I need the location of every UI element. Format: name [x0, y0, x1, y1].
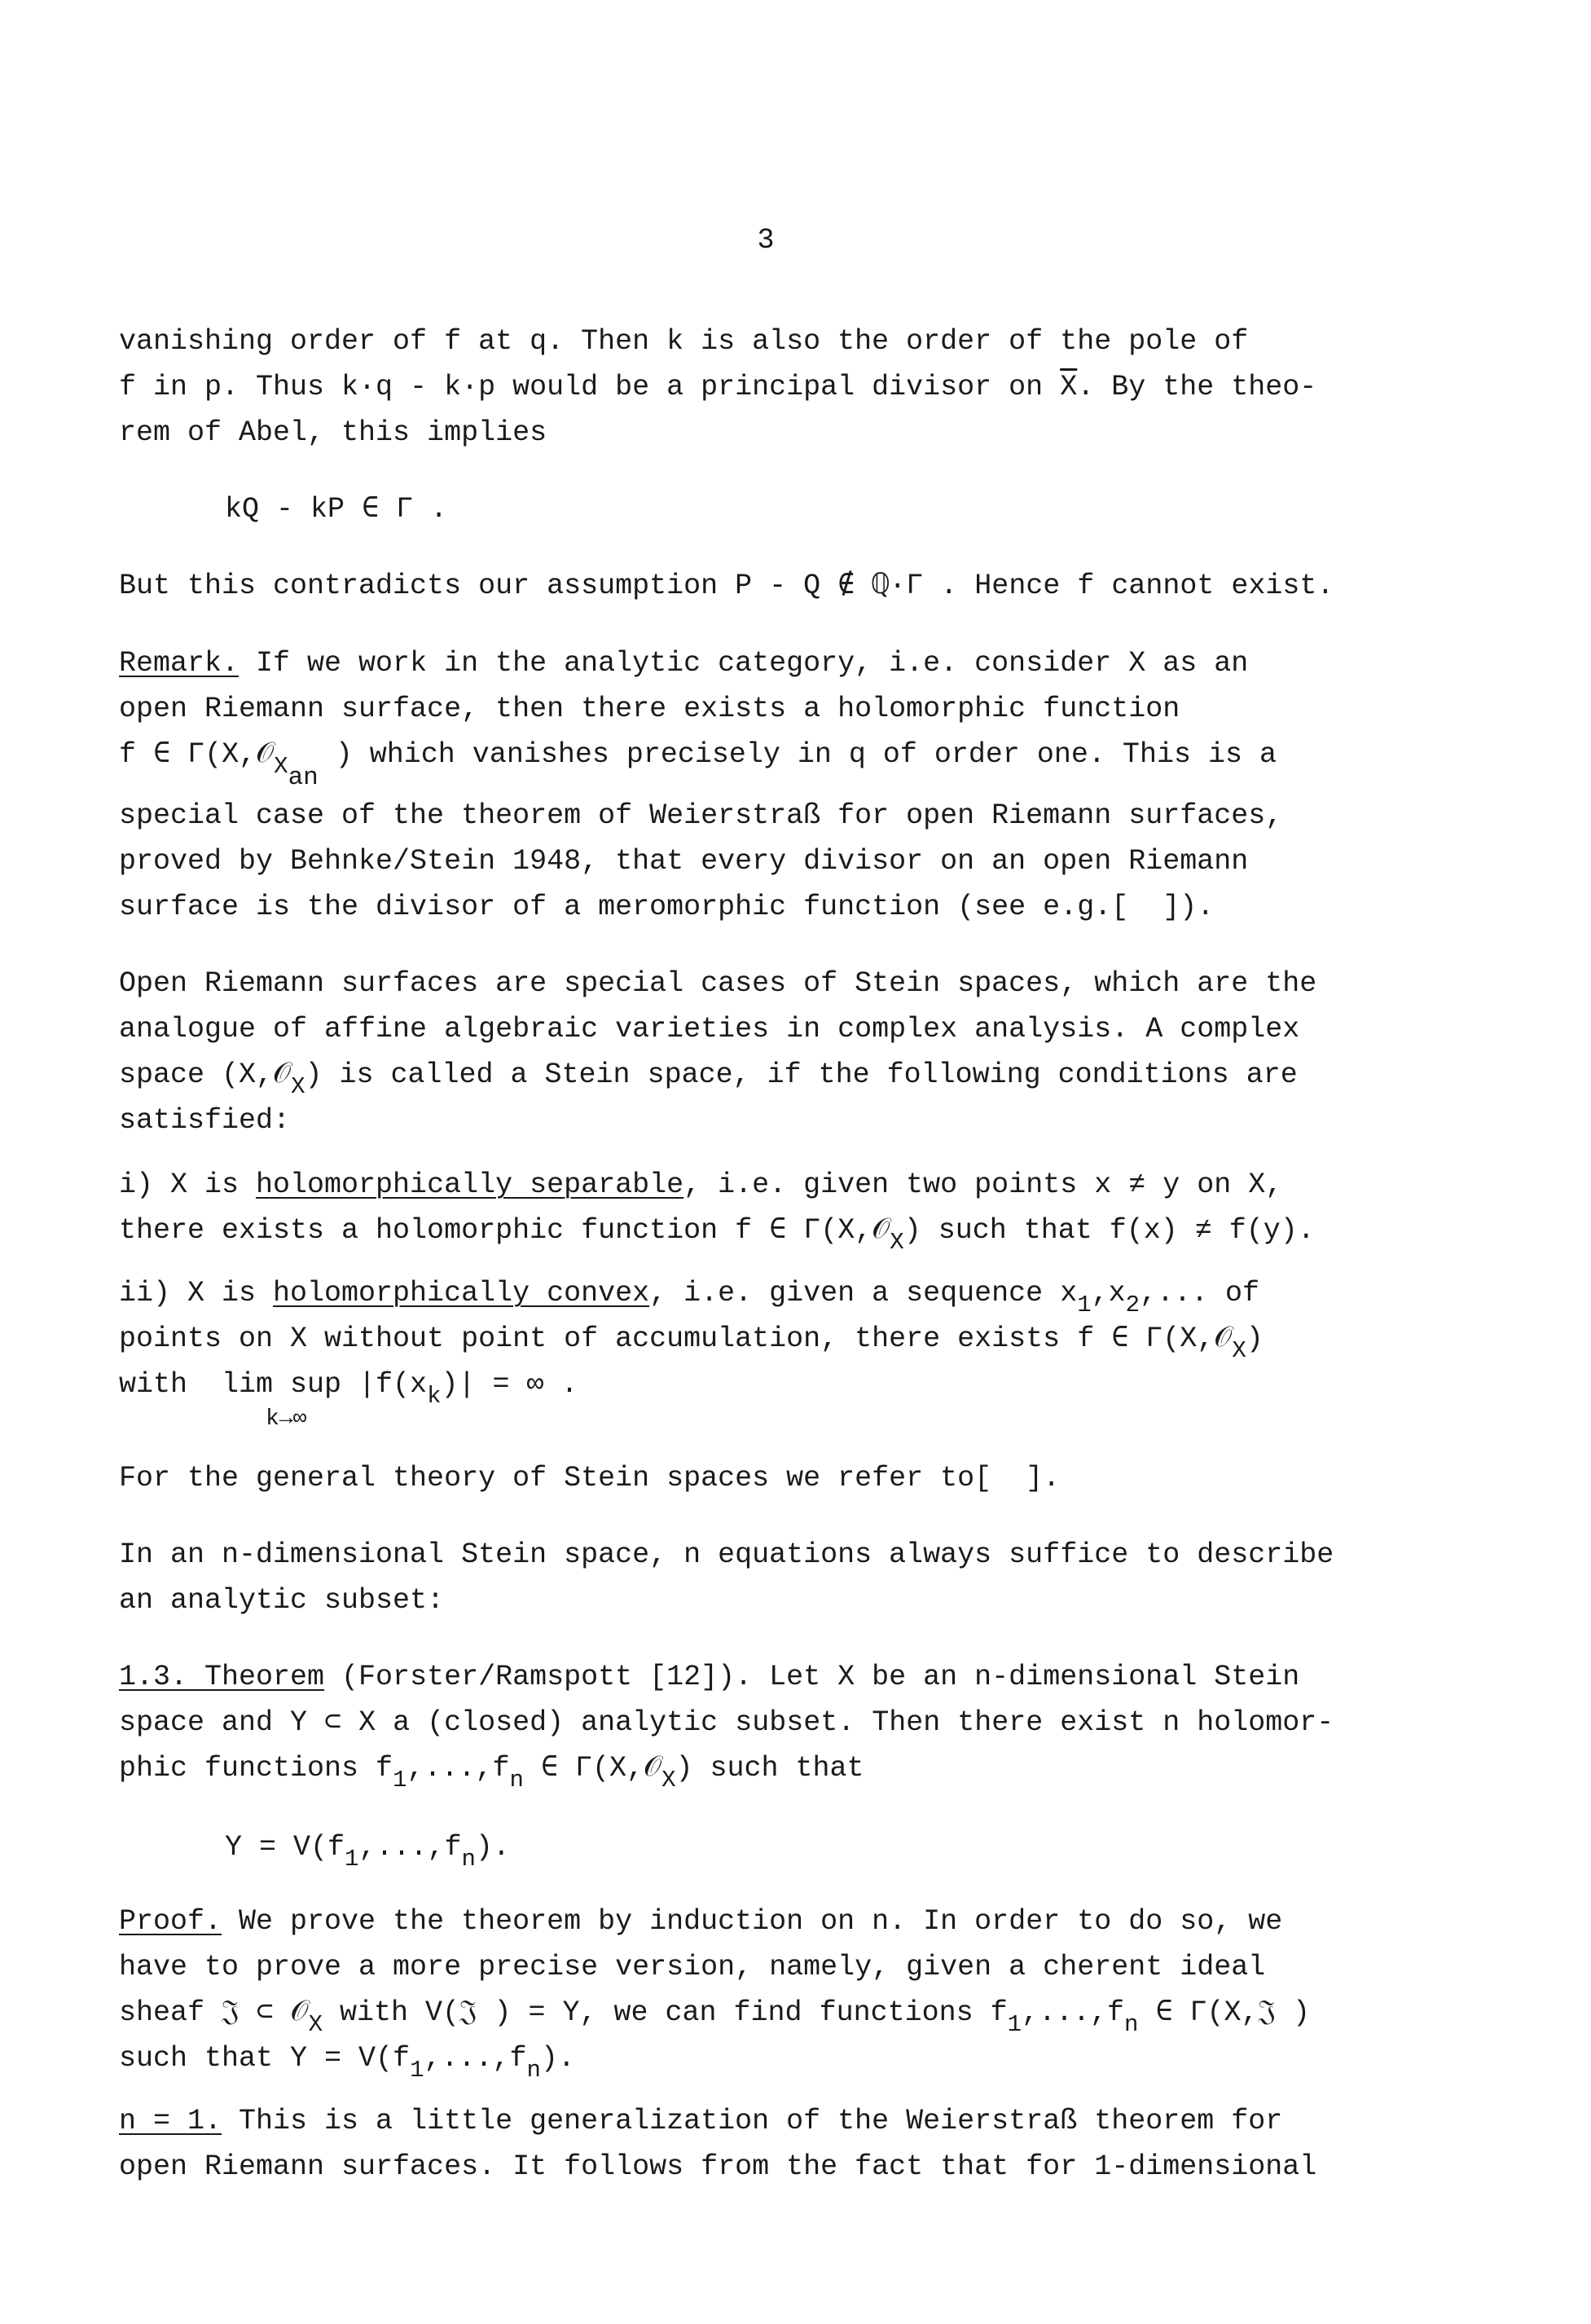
- remark-label: Remark.: [119, 647, 240, 680]
- term-holomorphically-separable: holomorphically separable: [256, 1169, 684, 1201]
- text-line: open Riemann surfaces. It follows from the fact that for 1-dimensional: [119, 2150, 1317, 2183]
- text-line: space (X,𝒪$_X$) is called a Stein space, if the following conditions are: [119, 1059, 1298, 1100]
- limit-subscript: k→∞: [266, 1406, 307, 1432]
- text-line: But this contradicts our assumption P - Q ∉ ℚ·Γ . Hence f cannot exist.: [119, 570, 1334, 602]
- condition-i-line: i) X is holomorphically separable, i.e. given two points x ≠ y on X,: [119, 1169, 1283, 1201]
- text-line: phic functions $f_1,...,f_n$ ∈ Γ(X,𝒪$_X$) such that: [119, 1752, 864, 1794]
- formula-vanishing-set: $Y = V(f_1,...,f_n)$.: [225, 1831, 510, 1873]
- formula-abel: kQ - kP ∈ Γ .: [225, 493, 448, 526]
- text-line: such that $Y = V(f_1,...,f_n)$.: [119, 2042, 575, 2084]
- text-line: have to prove a more precise version, namely, given a cherent ideal: [119, 1951, 1266, 1983]
- proof-line: Proof. We prove the theorem by induction on n. In order to do so, we: [119, 1905, 1283, 1938]
- text-line: satisfied:: [119, 1104, 291, 1137]
- text-line: points on X without point of accumulation, there exists f ∈ Γ(X,𝒪$_X$): [119, 1323, 1264, 1364]
- text-line: an analytic subset:: [119, 1584, 445, 1617]
- text-line: proved by Behnke/Stein 1948, that every divisor on an open Riemann: [119, 845, 1249, 878]
- text-line: there exists a holomorphic function f ∈ Γ(X,𝒪$_X$) such that f(x) ≠ f(y).: [119, 1214, 1315, 1256]
- text-line: f in p. Thus k·q - k·p would be a principal divisor on $\overline{X}$. By the theo-: [119, 371, 1317, 403]
- text-line: In an n-dimensional Stein space, n equations always suffice to describe: [119, 1538, 1334, 1571]
- text-line: For the general theory of Stein spaces we refer to[ ].: [119, 1462, 1061, 1494]
- text-line: special case of the theorem of Weierstraß for open Riemann surfaces,: [119, 799, 1283, 832]
- text-line: sheaf 𝔍 ⊂ 𝒪$_X$ with V(𝔍 ) = Y, we can find functions $f_1,...,f_n$ ∈ Γ(X,𝔍 ): [119, 1996, 1311, 2038]
- theorem-label: 1.3. Theorem: [119, 1661, 325, 1693]
- case-n1-line: n = 1. This is a little generalization of the Weierstraß theorem for: [119, 2105, 1283, 2137]
- text-line: space and Y ⊂ X a (closed) analytic subset. Then there exist n holomor-: [119, 1706, 1334, 1739]
- text-line: vanishing order of f at q. Then k is also the order of the pole of: [119, 325, 1249, 358]
- remark-line: Remark. If we work in the analytic category, i.e. consider X as an: [119, 647, 1249, 680]
- proof-label: Proof.: [119, 1905, 222, 1938]
- page-number: 3: [757, 224, 775, 257]
- case-label: n = 1.: [119, 2105, 222, 2137]
- theorem-line: 1.3. Theorem (Forster/Ramspott [12]). Let X be an n-dimensional Stein: [119, 1661, 1300, 1693]
- text-line: f ∈ Γ(X,𝒪$_X$an ) which vanishes precisely in q of order one. This is a: [119, 738, 1277, 792]
- text-line: with lim sup $|f(x_k)|$ = ∞ .: [119, 1368, 578, 1410]
- text-line: surface is the divisor of a meromorphic function (see e.g.[ ]).: [119, 891, 1215, 923]
- text-line: Open Riemann surfaces are special cases of Stein spaces, which are the: [119, 967, 1317, 1000]
- text-line: rem of Abel, this implies: [119, 416, 547, 449]
- text-line: analogue of affine algebraic varieties in complex analysis. A complex: [119, 1013, 1300, 1045]
- text-line: open Riemann surface, then there exists a holomorphic function: [119, 693, 1180, 725]
- compactification-x: $\overline{X}$: [1060, 371, 1078, 403]
- term-holomorphically-convex: holomorphically convex: [273, 1277, 650, 1309]
- condition-ii-line: ii) X is holomorphically convex, i.e. given a sequence $x_1,x_2$,... of: [119, 1277, 1260, 1318]
